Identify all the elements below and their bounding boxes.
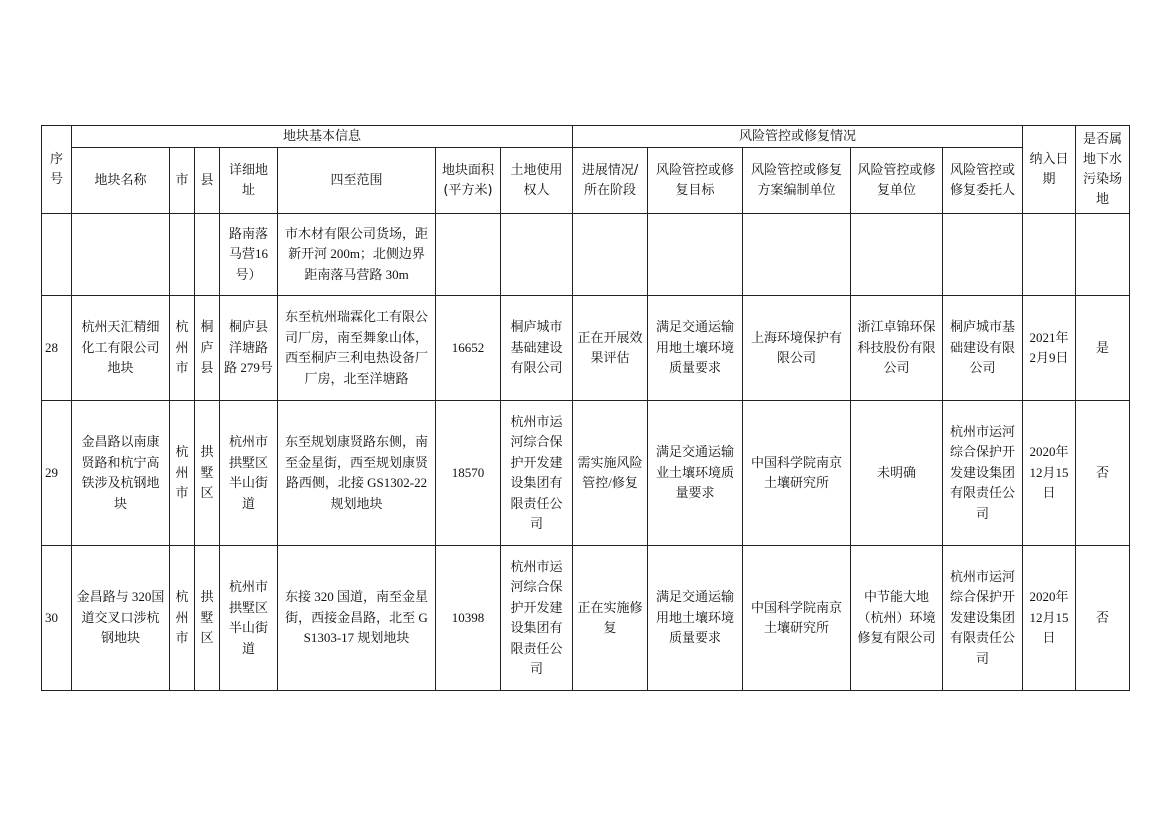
cell-name: 杭州天汇精细化工有限公司地块 bbox=[72, 296, 170, 401]
header-address: 详细地址 bbox=[220, 148, 278, 214]
header-group-risk: 风险管控或修复情况 bbox=[573, 126, 1023, 148]
header-planner: 风险管控或修复方案编制单位 bbox=[743, 148, 851, 214]
header-owner: 土地使用权人 bbox=[501, 148, 573, 214]
cell-area: 16652 bbox=[436, 296, 501, 401]
table-row bbox=[42, 296, 1130, 401]
cell-progress bbox=[573, 214, 648, 296]
cell-area: 10398 bbox=[436, 546, 501, 691]
cell-seq bbox=[42, 214, 72, 296]
cell-target: 满足交通运输用地土壤环境质量要求 bbox=[648, 546, 743, 691]
cell-contractor: 中节能大地（杭州）环境修复有限公司 bbox=[851, 546, 943, 691]
cell-contractor: 未明确 bbox=[851, 401, 943, 546]
table-row bbox=[42, 401, 1130, 546]
header-target: 风险管控或修复目标 bbox=[648, 148, 743, 214]
cell-address: 路南落马营16号） bbox=[220, 214, 278, 296]
header-date: 纳入日期 bbox=[1023, 126, 1076, 214]
cell-county: 拱墅区 bbox=[195, 546, 220, 691]
cell-city: 杭州市 bbox=[170, 401, 195, 546]
cell-planner bbox=[743, 214, 851, 296]
header-bounds: 四至范围 bbox=[278, 148, 436, 214]
header-county: 县 bbox=[195, 148, 220, 214]
cell-seq: 28 bbox=[42, 296, 72, 401]
cell-owner: 杭州市运河综合保护开发建设集团有限责任公司 bbox=[501, 401, 573, 546]
cell-seq: 30 bbox=[42, 546, 72, 691]
cell-planner: 中国科学院南京土壤研究所 bbox=[743, 401, 851, 546]
cell-area: 18570 bbox=[436, 401, 501, 546]
cell-name: 金昌路以南康贤路和杭宁高铁涉及杭钢地块 bbox=[72, 401, 170, 546]
cell-address: 桐庐县洋塘路路 279号 bbox=[220, 296, 278, 401]
cell-target: 满足交通运输用地土壤环境质量要求 bbox=[648, 296, 743, 401]
cell-contractor: 浙江卓锦环保科技股份有限公司 bbox=[851, 296, 943, 401]
cell-client bbox=[943, 214, 1023, 296]
cell-client: 杭州市运河综合保护开发建设集团有限责任公司 bbox=[943, 401, 1023, 546]
cell-groundwater bbox=[1076, 214, 1130, 296]
cell-client: 桐庐城市基础建设有限公司 bbox=[943, 296, 1023, 401]
cell-bounds: 市木材有限公司货场，距新开河 200m；北侧边界距南落马营路 30m bbox=[278, 214, 436, 296]
cell-bounds: 东至规划康贤路东侧，南至金星街，西至规划康贤路西侧，北接 GS1302-22 规划地块 bbox=[278, 401, 436, 546]
cell-contractor bbox=[851, 214, 943, 296]
cell-area bbox=[436, 214, 501, 296]
cell-city: 杭州市 bbox=[170, 296, 195, 401]
header-row-group bbox=[42, 126, 1130, 148]
cell-groundwater: 否 bbox=[1076, 401, 1130, 546]
header-group-basic: 地块基本信息 bbox=[72, 126, 573, 148]
contaminated-sites-table bbox=[41, 125, 1130, 691]
cell-city bbox=[170, 214, 195, 296]
cell-name: 金昌路与 320国道交叉口涉杭钢地块 bbox=[72, 546, 170, 691]
cell-owner bbox=[501, 214, 573, 296]
cell-city: 杭州市 bbox=[170, 546, 195, 691]
cell-progress: 正在开展效果评估 bbox=[573, 296, 648, 401]
cell-target: 满足交通运输业土壤环境质量要求 bbox=[648, 401, 743, 546]
cell-date bbox=[1023, 214, 1076, 296]
header-groundwater: 是否属地下水污染场地 bbox=[1076, 126, 1130, 214]
header-row-columns bbox=[42, 148, 1130, 214]
cell-planner: 中国科学院南京土壤研究所 bbox=[743, 546, 851, 691]
cell-name bbox=[72, 214, 170, 296]
cell-owner: 桐庐城市基础建设有限公司 bbox=[501, 296, 573, 401]
cell-address: 杭州市拱墅区半山街道 bbox=[220, 546, 278, 691]
cell-groundwater: 是 bbox=[1076, 296, 1130, 401]
cell-progress: 正在实施修复 bbox=[573, 546, 648, 691]
header-city: 市 bbox=[170, 148, 195, 214]
cell-owner: 杭州市运河综合保护开发建设集团有限责任公司 bbox=[501, 546, 573, 691]
cell-date: 2021年2月9日 bbox=[1023, 296, 1076, 401]
cell-address: 杭州市拱墅区半山街道 bbox=[220, 401, 278, 546]
cell-progress: 需实施风险管控/修复 bbox=[573, 401, 648, 546]
table-row bbox=[42, 546, 1130, 691]
cell-county bbox=[195, 214, 220, 296]
cell-client: 杭州市运河综合保护开发建设集团有限责任公司 bbox=[943, 546, 1023, 691]
header-progress: 进展情况/所在阶段 bbox=[573, 148, 648, 214]
cell-bounds: 东接 320 国道，南至金星街，西接金昌路，北至 GS1303-17 规划地块 bbox=[278, 546, 436, 691]
cell-county: 拱墅区 bbox=[195, 401, 220, 546]
cell-county: 桐庐县 bbox=[195, 296, 220, 401]
table-row bbox=[42, 214, 1130, 296]
cell-groundwater: 否 bbox=[1076, 546, 1130, 691]
cell-date: 2020年12月15日 bbox=[1023, 401, 1076, 546]
cell-seq: 29 bbox=[42, 401, 72, 546]
header-name: 地块名称 bbox=[72, 148, 170, 214]
header-seq: 序号 bbox=[42, 126, 72, 214]
cell-date: 2020年12月15日 bbox=[1023, 546, 1076, 691]
cell-planner: 上海环境保护有限公司 bbox=[743, 296, 851, 401]
cell-target bbox=[648, 214, 743, 296]
header-client: 风险管控或修复委托人 bbox=[943, 148, 1023, 214]
header-area: 地块面积(平方米) bbox=[436, 148, 501, 214]
header-contractor: 风险管控或修复单位 bbox=[851, 148, 943, 214]
cell-bounds: 东至杭州瑞霖化工有限公司厂房，南至舞象山体，西至桐庐三利电热设备厂厂房，北至洋塘路 bbox=[278, 296, 436, 401]
